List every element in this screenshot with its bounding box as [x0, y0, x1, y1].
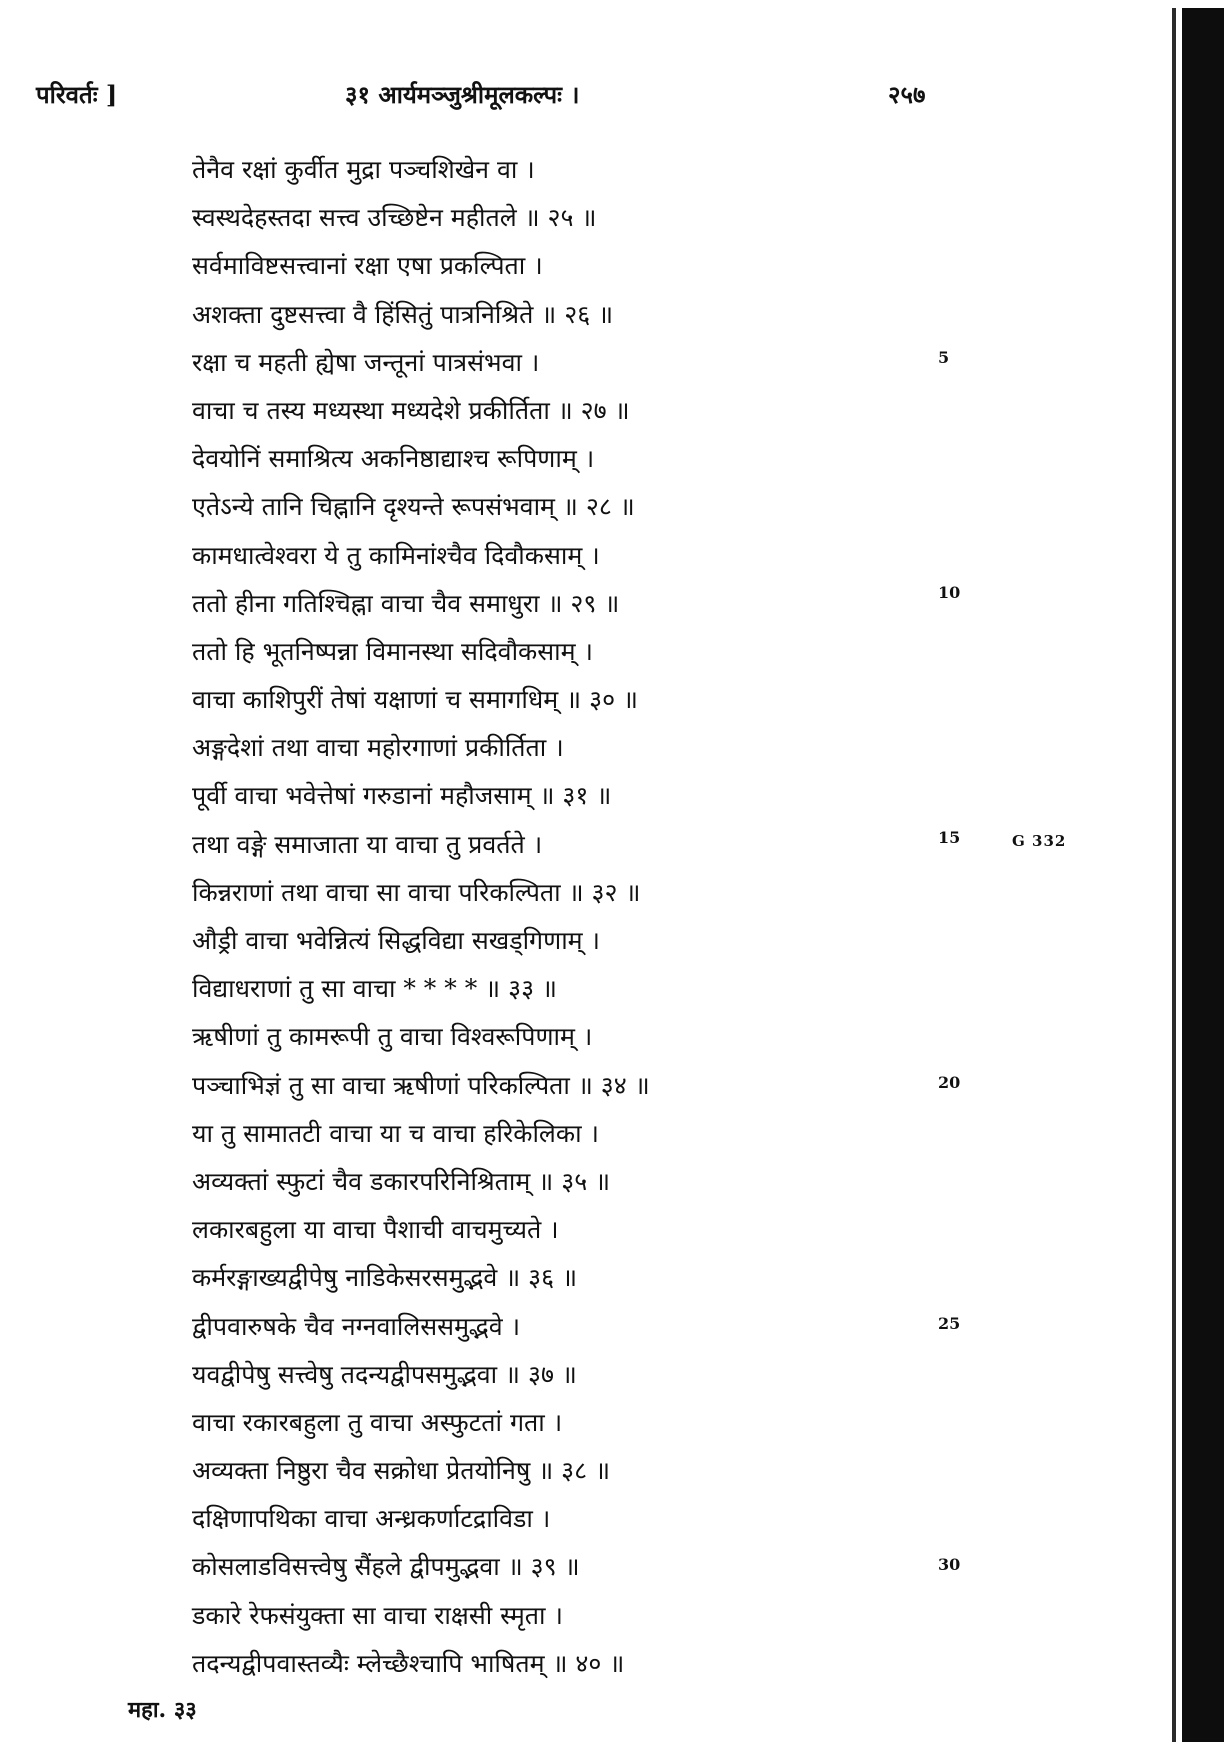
- chapter-marker: परिवर्तः ]: [36, 80, 118, 109]
- verse-line: ऋषीणां तु कामरूपी तु वाचा विश्वरूपिणाम् ।: [192, 1022, 593, 1052]
- verse-line: वाचा काशिपुरीं तेषां यक्षाणां च समागधिम् ॥ ३० ॥: [192, 685, 639, 715]
- verse-line: तदन्यद्वीपवास्तव्यैः म्लेच्छैश्चापि भाषितम् ॥ ४० ॥: [192, 1648, 625, 1678]
- verse-line: कामधात्वेश्वरा ये तु कामिनांश्चैव दिवौकसाम् ।: [192, 540, 600, 570]
- verse-line: किन्नराणां तथा वाचा सा वाचा परिकल्पिता ॥ ३२ ॥: [192, 877, 641, 907]
- verse-line: एतेऽन्ये तानि चिह्नानि दृश्यन्ते रूपसंभवाम् ॥ २८ ॥: [192, 492, 635, 522]
- margin-reference: G 332: [1012, 832, 1067, 850]
- verse-line: दक्षिणापथिका वाचा अन्ध्रकर्णाटद्राविडा ।: [192, 1504, 551, 1534]
- page-header: [0, 78, 1231, 118]
- verse-line: औड्री वाचा भवेन्नित्यं सिद्धविद्या सखड्गिणाम् ।: [192, 926, 601, 955]
- verse-line: पञ्चाभिज्ञं तु सा वाचा ऋषीणां परिकल्पिता ॥ ३४ ॥: [192, 1070, 650, 1100]
- line-number: 25: [938, 1314, 961, 1333]
- verse-line: रक्षा च महती ह्येषा जन्तूनां पात्रसंभवा ।: [192, 347, 540, 377]
- verse-line: वाचा च तस्य मध्यस्था मध्यदेशे प्रकीर्तिता ॥ २७ ॥: [192, 395, 630, 425]
- binding-shadow-edge: [1172, 8, 1176, 1742]
- verse-line: विद्याधराणां तु सा वाचा * * * * ॥ ३३ ॥: [192, 974, 557, 1004]
- verse-line: डकारे रेफसंयुक्ता सा वाचा राक्षसी स्मृता ।: [192, 1600, 563, 1630]
- verse-block: [192, 146, 952, 1688]
- line-number: 30: [938, 1555, 961, 1574]
- verse-line: कर्मरङ्गाख्यद्वीपेषु नाडिकेसरसमुद्भवे ॥ ३६ ॥: [192, 1263, 578, 1293]
- signature-mark: महा. ३३: [128, 1697, 197, 1723]
- line-number: 10: [938, 583, 961, 602]
- verse-line: तथा वङ्गे समाजाता या वाचा तु प्रवर्तते ।: [192, 829, 543, 859]
- verse-line: पूर्वी वाचा भवेत्तेषां गरुडानां महौजसाम् ॥ ३१ ॥: [192, 781, 612, 811]
- line-number: 5: [938, 348, 950, 367]
- verse-line: यवद्वीपेषु सत्त्वेषु तदन्यद्वीपसमुद्भवा ॥ ३७ ॥: [192, 1359, 577, 1389]
- binding-shadow: [1182, 8, 1224, 1742]
- verse-line: ततो हीना गतिश्चिह्ना वाचा चैव समाधुरा ॥ २९ ॥: [192, 588, 620, 618]
- verse-line: लकारबहुला या वाचा पैशाची वाचमुच्यते ।: [192, 1215, 559, 1245]
- page-number: २५७: [888, 80, 926, 109]
- running-title: ३१ आर्यमञ्जुश्रीमूलकल्पः ।: [345, 80, 580, 109]
- verse-line: कोसलाडविसत्त्वेषु सैंहले द्वीपमुद्भवा ॥ ३९ ॥: [192, 1552, 580, 1582]
- verse-line: स्वस्थदेहस्तदा सत्त्व उच्छिष्टेन महीतले ॥ २५ ॥: [192, 203, 597, 233]
- verse-line: वाचा रकारबहुला तु वाचा अस्फुटतां गता ।: [192, 1407, 563, 1437]
- verse-line: अशक्ता दुष्टसत्त्वा वै हिंसितुं पात्रनिश्रिते ॥ २६ ॥: [192, 299, 614, 329]
- verse-line: देवयोनिं समाश्रित्य अकनिष्ठाद्याश्च रूपिणाम् ।: [192, 444, 595, 474]
- verse-line: या तु सामातटी वाचा या च वाचा हरिकेलिका ।: [192, 1118, 599, 1148]
- verse-line: ततो हि भूतनिष्पन्ना विमानस्था सदिवौकसाम् ।: [192, 636, 593, 666]
- verse-line: अव्यक्ता निष्ठुरा चैव सक्रोधा प्रेतयोनिषु ॥ ३८ ॥: [192, 1456, 611, 1486]
- verse-line: सर्वमाविष्टसत्त्वानां रक्षा एषा प्रकल्पिता ।: [192, 251, 543, 281]
- line-number: 15: [938, 828, 961, 847]
- verse-line: अङ्गदेशां तथा वाचा महोरगाणां प्रकीर्तिता ।: [192, 733, 564, 763]
- line-number: 20: [938, 1073, 961, 1092]
- verse-line: द्वीपवारुषके चैव नग्नवालिससमुद्भवे ।: [192, 1311, 521, 1341]
- verse-line: तेनैव रक्षां कुर्वीत मुद्रा पञ्चशिखेन वा ।: [192, 155, 535, 184]
- verse-line: अव्यक्तां स्फुटां चैव डकारपरिनिश्रिताम् ॥ ३५ ॥: [192, 1166, 611, 1196]
